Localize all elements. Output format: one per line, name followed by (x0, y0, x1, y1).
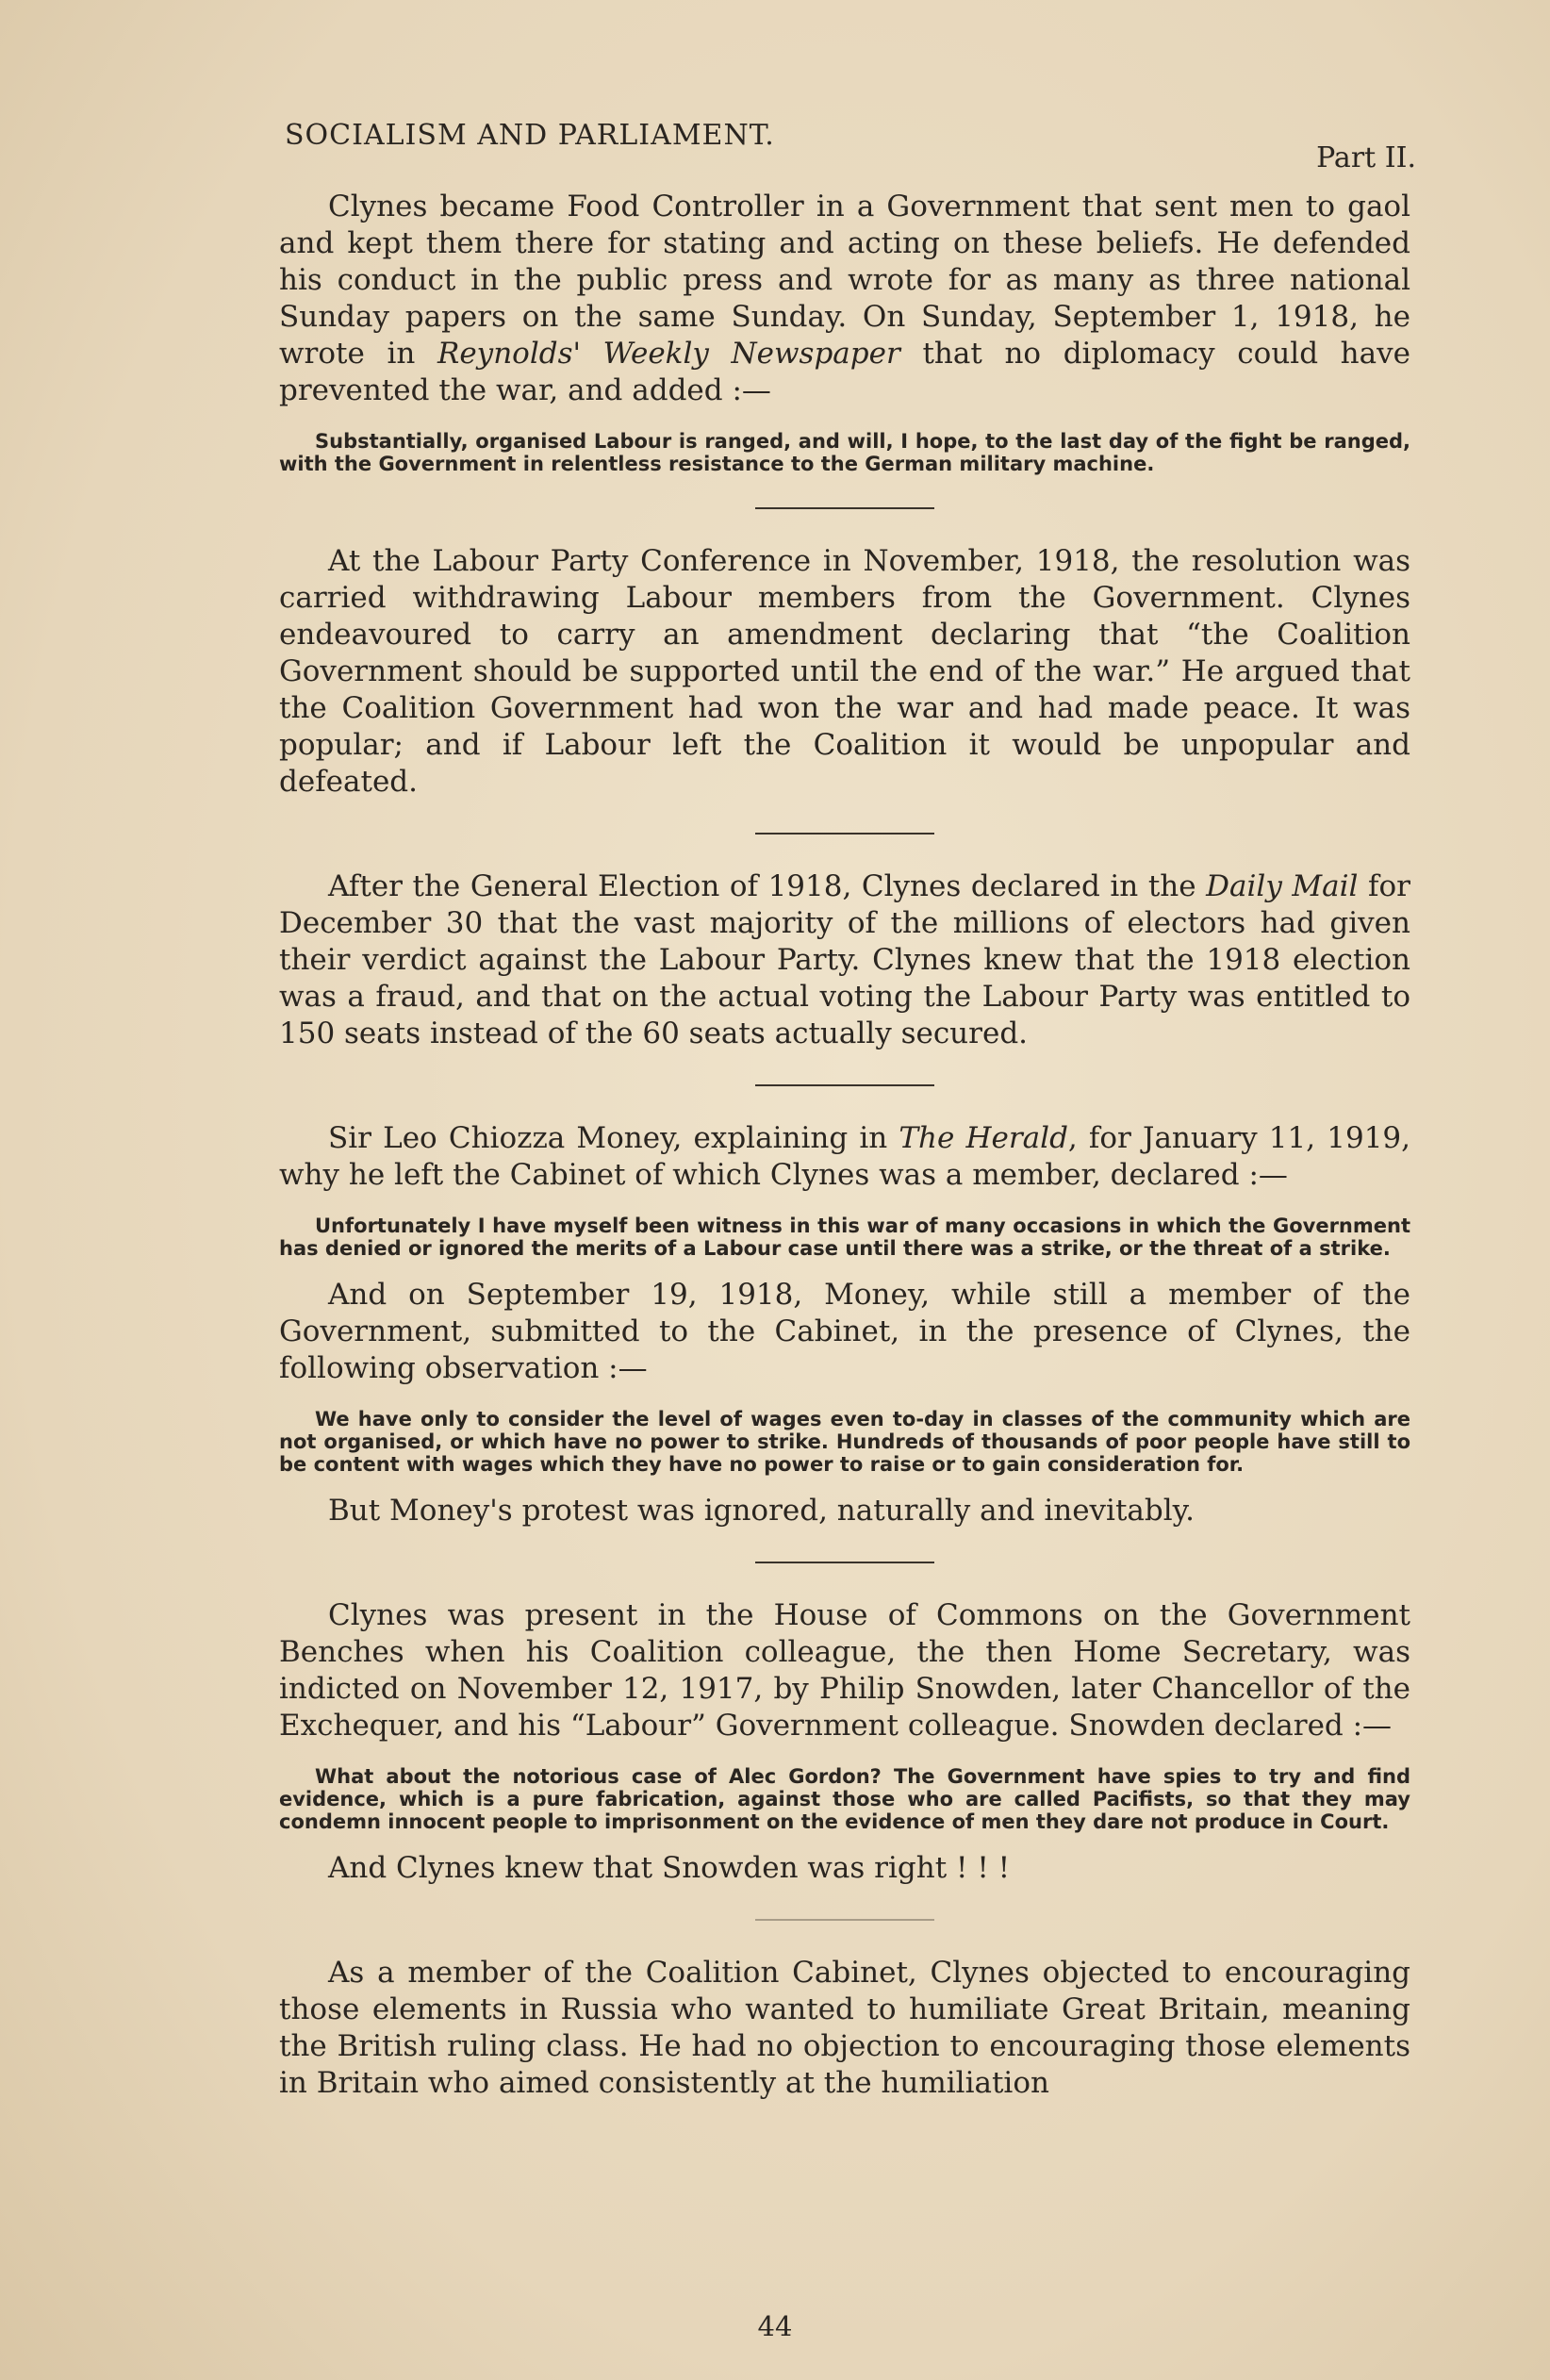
newspaper-title: Daily Mail (1206, 869, 1359, 903)
newspaper-title: Reynolds' Weekly Newspaper (437, 337, 900, 371)
section-divider (755, 1084, 934, 1086)
section-divider (755, 507, 934, 509)
paragraph-food-controller: Clynes became Food Controller in a Government that sent men to gaol and kept them there for stating and acting on these beliefs. He defended his conduct in the public press and wrote for as many as three national Sunday papers on the same Sunday. On Sunday, September 1, 1918, he wrote in Reynolds' Weekly Newspaper that no diplomacy could have prevented the war, and added :— (279, 190, 1410, 407)
page-number: 44 (757, 2310, 793, 2342)
paragraph-labour-conference: At the Labour Party Conference in November, 1918, the resolution was carried withdrawing Labour members from the Government. Clynes endeavoured to carry an amendment declaring that “the Coalition Government should be supported until the end of the war.” He argued that the Coalition Government had won the war and had made peace. It was popular; and if Labour left the Coalition it would be unpopular and defeated. (279, 544, 1410, 799)
running-header-title: SOCIALISM AND PARLIAMENT. (285, 119, 775, 152)
paragraph-protest-ignored: But Money's protest was ignored, naturally and inevitably. (328, 1494, 1195, 1528)
paragraph-money-observation: And on September 19, 1918, Money, while still a member of the Government, submitted to the Cabinet, in the presence of Clynes, the following observation :— (279, 1278, 1410, 1385)
newspaper-title: The Herald (899, 1121, 1068, 1155)
quote-money-witness: Unfortunately I have myself been witness in this war of many occasions in which the Government has denied or ignored the merits of a Labour case until there was a strike, or the threat of a strike. (279, 1215, 1410, 1260)
quote-clynes-labour-ranged: Substantially, organised Labour is ranged, and will, I hope, to the last day of the fight be ranged, with the Government in relentless resistance to the German military machine. (279, 430, 1410, 475)
quote-snowden-gordon: What about the notorious case of Alec Gordon? The Government have spies to try and find evidence, which is a pure fabrication, against those who are called Pacifists, so that they may condemn innocent people to imprisonment on the evidence of men they dare not produce in Court. (279, 1765, 1410, 1833)
paragraph-snowden-right: And Clynes knew that Snowden was right ! ! ! (328, 1851, 1011, 1885)
paragraph-general-election: After the General Election of 1918, Clynes declared in the Daily Mail for December 30 that the vast majority of the millions of electors had given their verdict against the Labour Party. Clynes knew that the 1918 election was a fraud, and that on the actual voting the Labour Party was entitled to 150 seats instead of the 60 seats actually secured. (279, 869, 1410, 1050)
page-body (279, 189, 1410, 2102)
paragraph-house-of-commons: Clynes was present in the House of Commons on the Government Benches when his Coalition colleague, the then Home Secretary, was indicted on November 12, 1917, by Philip Snowden, later Chancellor of the Exchequer, and his “Labour” Government colleague. Snowden declared :— (279, 1598, 1410, 1743)
paragraph-coalition-cabinet: As a member of the Coalition Cabinet, Clynes objected to encouraging those elements in Russia who wanted to humiliate Great Britain, meaning the British ruling class. He had no objection to encouraging those elements in Britain who aimed consistently at the humiliation (279, 1956, 1410, 2100)
running-header-part: Part II. (1316, 141, 1416, 174)
section-divider (755, 1919, 934, 1921)
section-divider (755, 1562, 934, 1563)
quote-money-wages: We have only to consider the level of wages even to-day in classes of the community which are not organised, or which have no power to strike. Hundreds of thousands of poor people have still to be content with wages which they have no power to raise or to gain consideration for. (279, 1408, 1410, 1476)
paragraph-chiozza-money: Sir Leo Chiozza Money, explaining in The Herald, for January 11, 1919, why he left the Cabinet of which Clynes was a member, declared :— (279, 1121, 1410, 1192)
section-divider (755, 833, 934, 835)
